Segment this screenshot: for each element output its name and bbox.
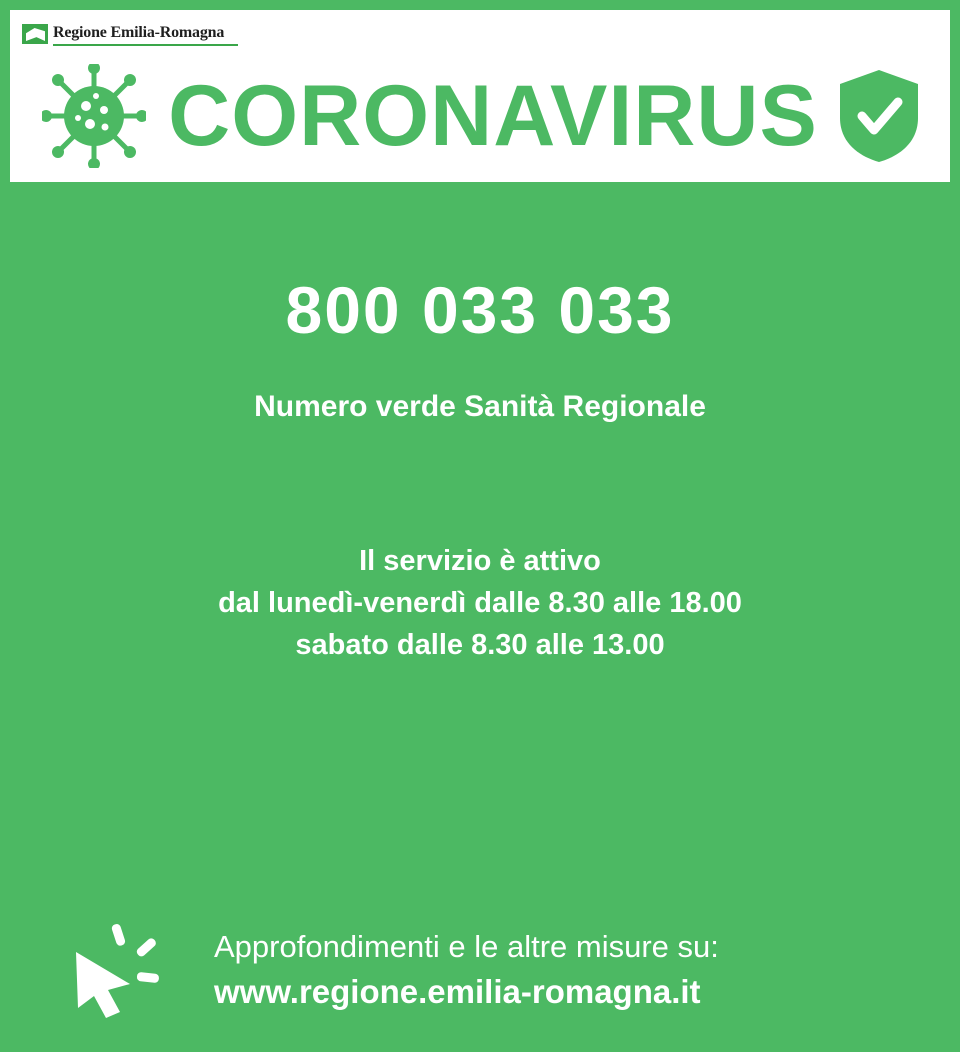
- service-hours-line-1: Il servizio è attivo: [359, 545, 601, 577]
- region-logo-text: [53, 24, 238, 46]
- service-hours-line-2: dal lunedì-venerdì dalle 8.30 alle 18.00: [218, 587, 742, 619]
- green-number-label: Numero verde Sanità Regionale: [254, 390, 706, 423]
- emilia-romagna-flag-icon: [22, 24, 48, 44]
- service-hours-line-3: sabato dalle 8.30 alle 13.00: [295, 629, 665, 661]
- poster-body: [10, 274, 950, 1052]
- header-main: [10, 50, 950, 182]
- shield-check-icon: [840, 70, 918, 162]
- region-logo: [22, 24, 238, 46]
- green-number-phone: 800 033 033: [285, 273, 675, 347]
- service-hours: [10, 540, 950, 666]
- header-band: [10, 10, 950, 182]
- coronavirus-icon: [42, 64, 146, 168]
- region-name: Regione Emilia-Romagna: [53, 24, 225, 41]
- footer-text: [214, 925, 719, 1015]
- page-title: CORONAVIRUS: [168, 68, 818, 164]
- click-cursor-icon: [68, 922, 176, 1018]
- footer-info-line: Approfondimenti e le altre misure su:: [214, 929, 719, 964]
- footer-website-link[interactable]: www.regione.emilia-romagna.it: [214, 973, 701, 1010]
- footer: [10, 922, 950, 1018]
- region-logo-rule: [53, 44, 238, 46]
